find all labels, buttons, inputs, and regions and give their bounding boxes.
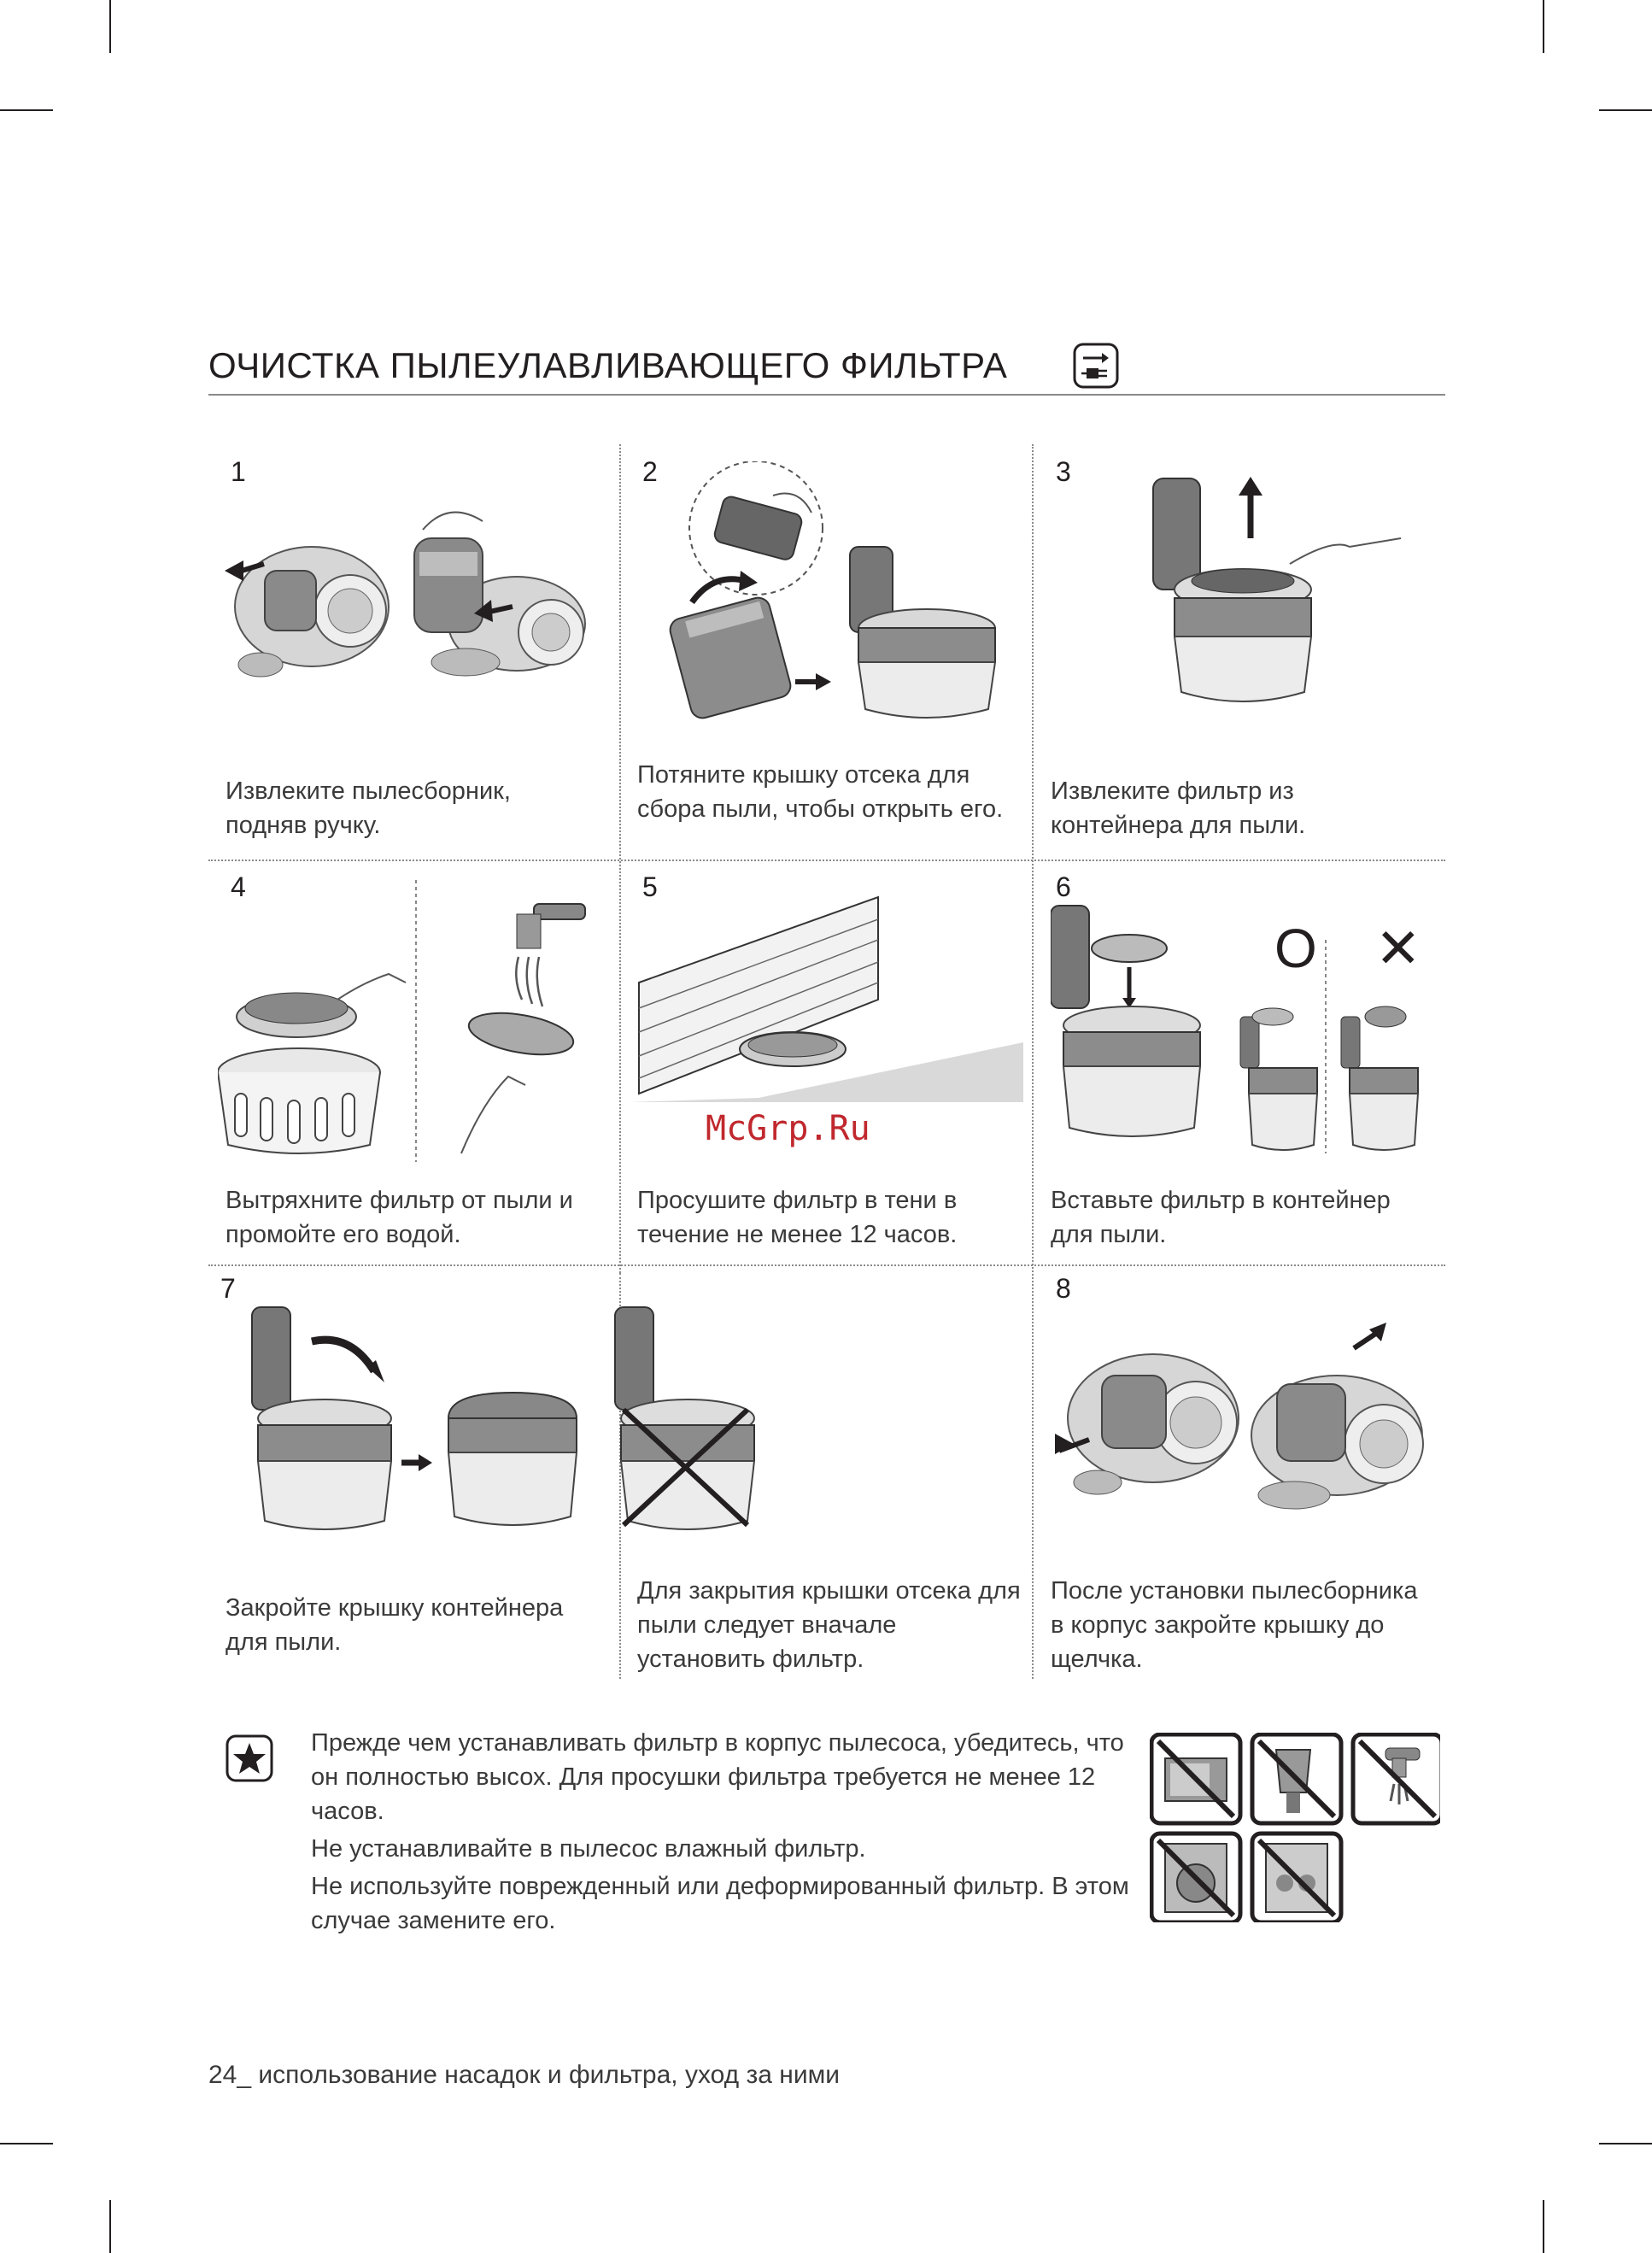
step-number: 7 bbox=[220, 1273, 236, 1304]
step-caption: Просушите фильтр в тени в течение не менее 12 часов. bbox=[637, 1187, 958, 1248]
no-iron-icon bbox=[1353, 1734, 1440, 1823]
step7-illustration bbox=[231, 1282, 777, 1555]
prohibited-icons bbox=[1150, 1733, 1440, 1922]
crop-mark bbox=[0, 109, 53, 111]
step-caption: Закройте крышку контейнера для пыли. bbox=[226, 1594, 564, 1656]
no-dishwasher-icon bbox=[1252, 1833, 1341, 1922]
step-number: 8 bbox=[1056, 1273, 1071, 1304]
step-caption: Извлеките пылесборник, подняв ручку. bbox=[226, 777, 511, 839]
note-line: Прежде чем устанавливать фильтр в корпус пылесоса, убедитесь, что он полностью высох. Для просушки фильтра требуется не менее 12 часов. bbox=[311, 1729, 1124, 1825]
grid-divider bbox=[1032, 444, 1034, 1679]
step-caption: Вытряхните фильтр от пыли и промойте его водой. bbox=[226, 1187, 573, 1248]
note-line: Не устанавливайте в пылесос влажный фильтр. bbox=[311, 1835, 866, 1863]
step-caption: Вставьте фильтр в контейнер для пыли. bbox=[1051, 1187, 1391, 1248]
step-number: 5 bbox=[642, 871, 658, 902]
step3-illustration bbox=[1059, 470, 1435, 718]
crop-mark bbox=[109, 2200, 111, 2253]
plug-icon bbox=[1073, 343, 1119, 389]
title-rule bbox=[208, 394, 1445, 396]
no-mark: ✕ bbox=[1375, 918, 1421, 981]
step5-illustration bbox=[630, 880, 1023, 1128]
step-caption: Для закрытия крышки отсека для пыли следует вначале установить фильтр. bbox=[637, 1577, 1021, 1673]
no-washing-machine-icon bbox=[1151, 1833, 1240, 1922]
star-icon bbox=[226, 1734, 273, 1782]
step-caption: Извлеките фильтр из контейнера для пыли. bbox=[1051, 777, 1306, 839]
step-number: 6 bbox=[1056, 871, 1071, 902]
crop-mark bbox=[1543, 0, 1544, 53]
crop-mark bbox=[109, 0, 111, 53]
grid-divider bbox=[208, 860, 1445, 861]
grid-divider bbox=[619, 444, 621, 1273]
step8-illustration bbox=[1046, 1316, 1448, 1529]
note-line: Не используйте поврежденный или деформированный фильтр. В этом случае замените его. bbox=[311, 1873, 1129, 1934]
crop-mark bbox=[1599, 109, 1652, 111]
step6-illustration bbox=[1051, 889, 1444, 1162]
no-hairdryer-icon bbox=[1252, 1734, 1341, 1823]
step2-illustration bbox=[645, 461, 1021, 726]
crop-mark bbox=[1543, 2200, 1544, 2253]
watermark: McGrp.Ru bbox=[706, 1109, 870, 1148]
step-number: 4 bbox=[231, 871, 246, 902]
crop-mark bbox=[0, 2143, 53, 2144]
step4-illustration bbox=[218, 880, 611, 1196]
no-microwave-icon bbox=[1151, 1734, 1240, 1823]
note-text bbox=[311, 1726, 1148, 1941]
page-footer: 24_ использование насадок и фильтра, уход за ними bbox=[208, 2061, 840, 2089]
step-caption: После установки пылесборника в корпус закройте крышку до щелчка. bbox=[1051, 1577, 1418, 1673]
ok-mark: O bbox=[1274, 918, 1317, 979]
grid-divider bbox=[208, 1264, 1445, 1266]
step-caption: Потяните крышку отсека для сбора пыли, чтобы открыть его. bbox=[637, 761, 1004, 823]
crop-mark bbox=[1599, 2143, 1652, 2144]
step-number: 3 bbox=[1056, 456, 1071, 487]
step-number: 2 bbox=[642, 456, 658, 487]
step-number: 1 bbox=[231, 456, 246, 487]
step1-illustration bbox=[218, 504, 611, 692]
page-title: ОЧИСТКА ПЫЛЕУЛАВЛИВАЮЩЕГО ФИЛЬТРА bbox=[208, 345, 1008, 385]
